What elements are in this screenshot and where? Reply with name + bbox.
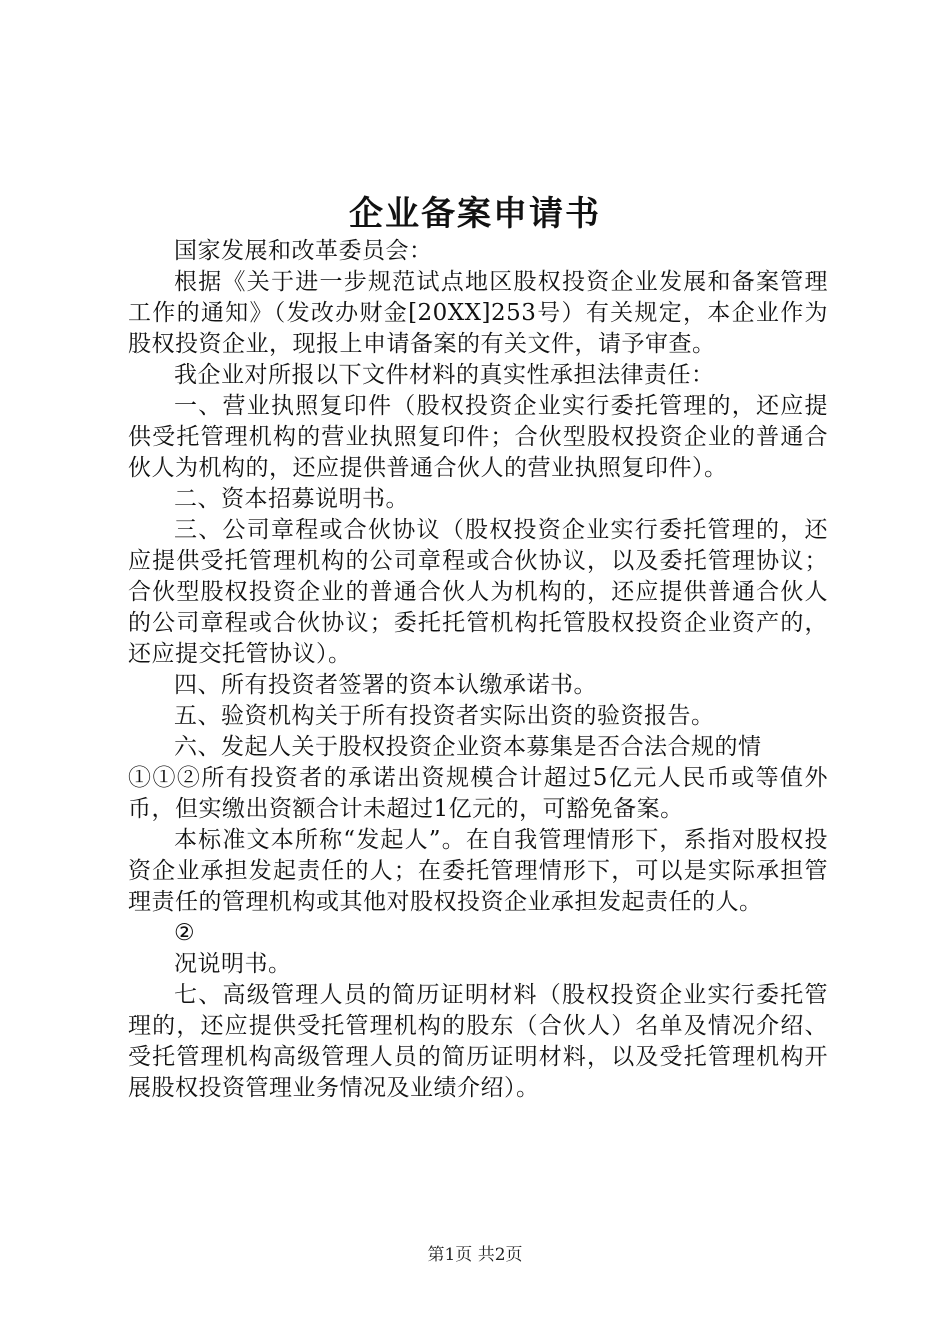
item-3: 三、公司章程或合伙协议（股权投资企业实行委托管理的，还应提供受托管理机构的公司章程或合伙协议，以及委托管理协议；合伙型股权投资企业的普通合伙人为机构的，还应提供普通合伙人的公司章程或合伙协议；委托托管机构托管股权投资企业资产的，还应提交托管协议）。 — [128, 517, 828, 667]
item-4: 四、所有投资者签署的资本认缴承诺书。 — [174, 672, 597, 698]
document-body — [128, 236, 828, 1104]
item-5: 五、验资机构关于所有投资者实际出资的验资报告。 — [174, 703, 715, 729]
salutation: 国家发展和改革委员会： — [174, 238, 433, 264]
paragraph-responsibility: 我企业对所报以下文件材料的真实性承担法律责任： — [174, 362, 715, 388]
paragraph-intro: 根据《关于进一步规范试点地区股权投资企业发展和备案管理工作的通知》（发改办财金[20XX]253号）有关规定，本企业作为股权投资企业，现报上申请备案的有关文件，请予审查。 — [128, 269, 828, 357]
page-footer: 第1页 共2页 — [427, 1245, 523, 1265]
item-1: 一、营业执照复印件（股权投资企业实行委托管理的，还应提供受托管理机构的营业执照复印件；合伙型股权投资企业的普通合伙人为机构的，还应提供普通合伙人的营业执照复印件）。 — [128, 393, 828, 481]
document-title: 企业备案申请书 — [349, 194, 601, 234]
item-6: 六、发起人关于股权投资企业资本募集是否合法合规的情 — [174, 734, 762, 760]
footnote-1: ①①②所有投资者的承诺出资规模合计超过5亿元人民币或等值外币，但实缴出资额合计未超过1亿元的，可豁免备案。 — [128, 765, 828, 822]
footnote-2: 本标准文本所称“发起人”。在自我管理情形下，系指对股权投资企业承担发起责任的人；在委托管理情形下，可以是实际承担管理责任的管理机构或其他对股权投资企业承担发起责任的人。 — [128, 827, 828, 915]
item-2: 二、资本招募说明书。 — [174, 486, 409, 512]
footnote-marker: ② — [174, 920, 196, 946]
item-6-continued: 况说明书。 — [174, 951, 292, 977]
item-7: 七、高级管理人员的简历证明材料（股权投资企业实行委托管理的，还应提供受托管理机构的股东（合伙人）名单及情况介绍、受托管理机构高级管理人员的简历证明材料，以及受托管理机构开展股权投资管理业务情况及业绩介绍）。 — [128, 982, 828, 1101]
